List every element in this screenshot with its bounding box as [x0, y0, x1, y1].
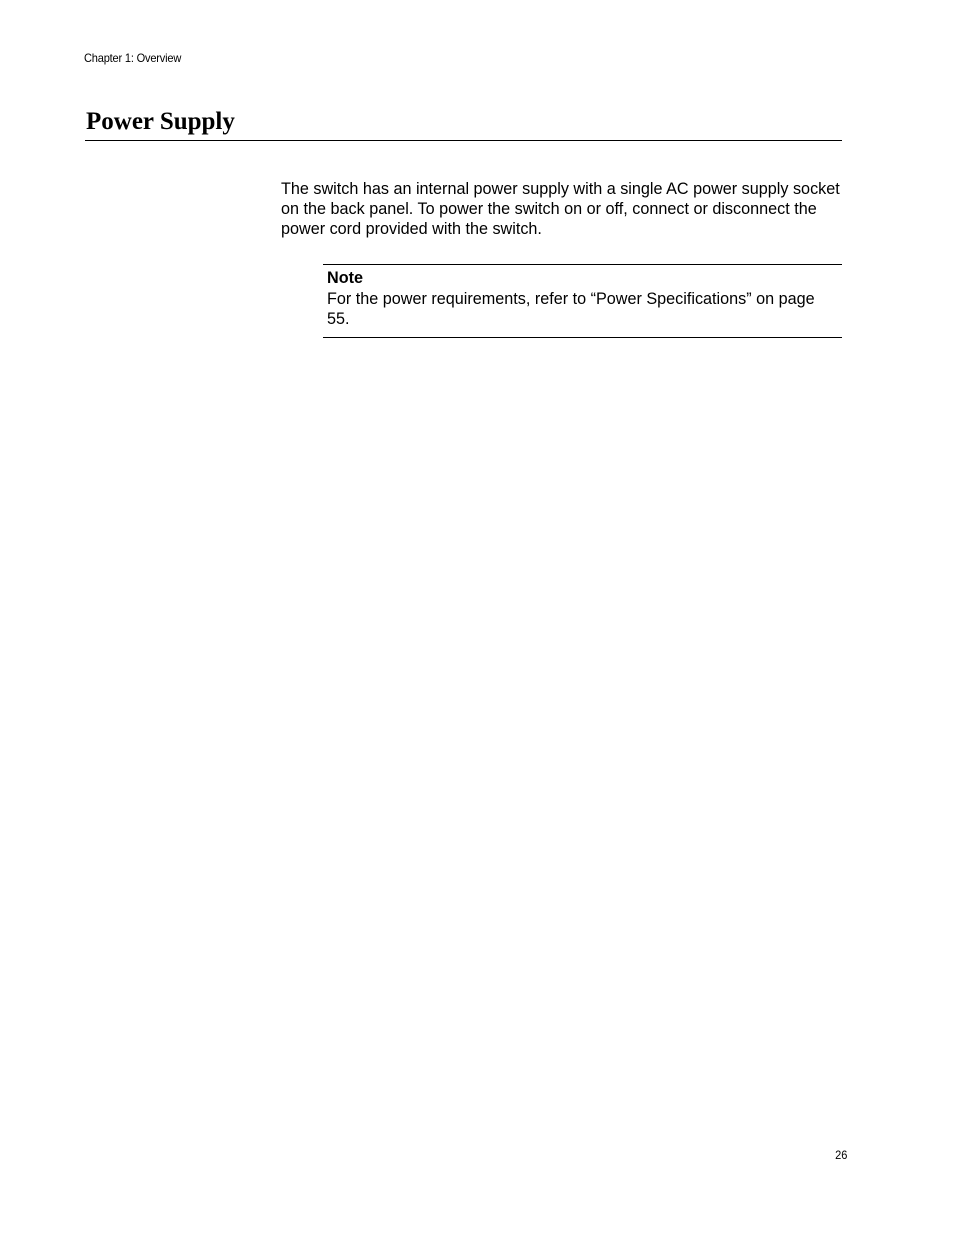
section-title: Power Supply	[86, 108, 235, 135]
body-paragraph: The switch has an internal power supply with a single AC power supply socket on the back panel. To power the switch on or off, connect or disconnect the power cord provided with the switch.	[281, 180, 840, 238]
note-box	[323, 264, 842, 338]
note-text: For the power requirements, refer to “Power Specifications” on page 55.	[327, 290, 815, 328]
title-rule	[85, 140, 842, 141]
note-heading: Note	[327, 269, 363, 287]
running-header: Chapter 1: Overview	[84, 51, 182, 65]
page-number: 26	[834, 1148, 847, 1162]
